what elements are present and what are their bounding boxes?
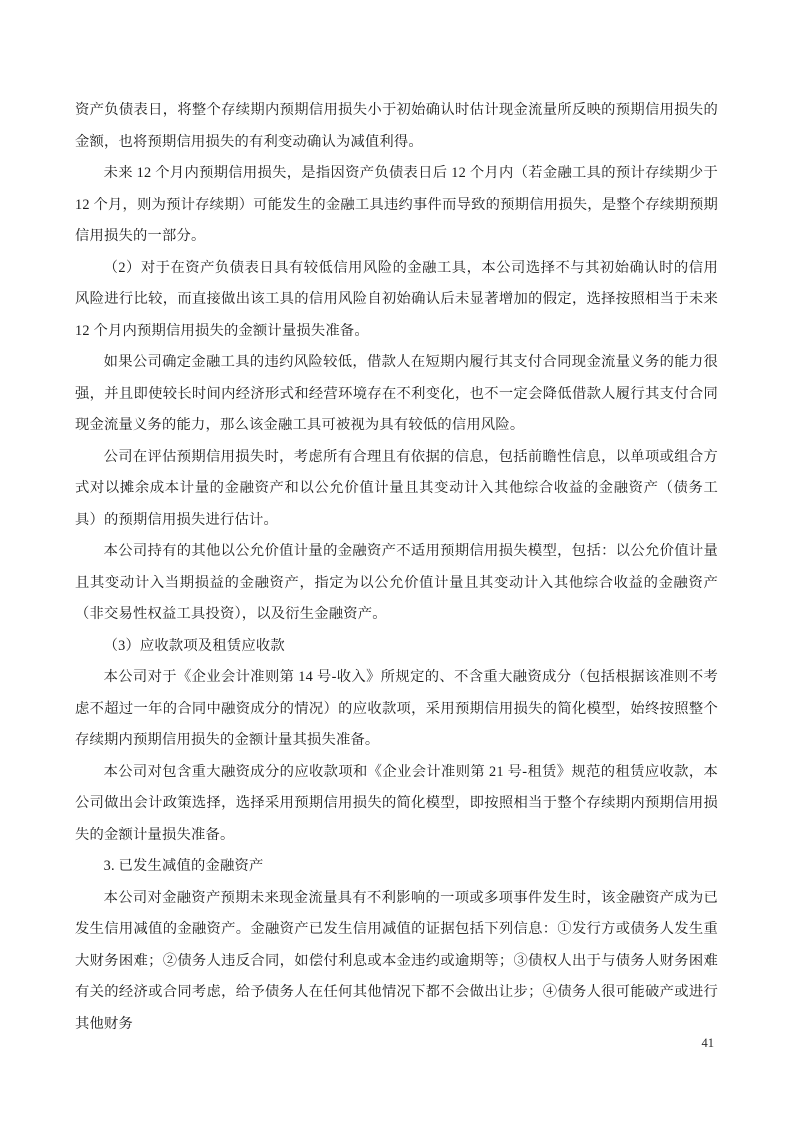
paragraph: 如果公司确定金融工具的违约风险较低，借款人在短期内履行其支付合同现金流量义务的能力很强，并且即使较长时间内经济形式和经营环境存在不利变化，也不一定会降低借款人履行其支付合同现金流量义务的能力，那么该金融工具可被视为具有较低的信用风险。	[75, 354, 718, 433]
section-heading-impaired-assets: 3. 已发生减值的金融资产	[103, 858, 264, 874]
paragraph: 本公司持有的其他以公允价值计量的金融资产不适用预期信用损失模型，包括：以公允价值计量且其变动计入当期损益的金融资产，指定为以公允价值计量且其变动计入其他综合收益的金融资产（非交易性权益工具投资），以及衍生金融资产。	[75, 543, 718, 622]
paragraph: 公司在评估预期信用损失时，考虑所有合理且有依据的信息，包括前瞻性信息，以单项或组合方式对以摊余成本计量的金融资产和以公允价值计量且其变动计入其他综合收益的金融资产（债务工具）的预期信用损失进行估计。	[75, 448, 718, 528]
document-body-text	[75, 95, 718, 1040]
paragraph-item-2: （2）对于在资产负债表日具有较低信用风险的金融工具，本公司选择不与其初始确认时的信用风险进行比较，而直接做出该工具的信用风险自初始确认后未显著增加的假定，选择按照相当于未来 12 个月内预期信用损失的金额计量损失准备。	[75, 259, 718, 339]
page-number: 41	[701, 1036, 714, 1050]
paragraph-continuation: 资产负债表日，将整个存续期内预期信用损失小于初始确认时估计现金流量所反映的预期信用损失的金额，也将预期信用损失的有利变动确认为减值利得。	[75, 102, 718, 150]
paragraph: 本公司对包含重大融资成分的应收款项和《企业会计准则第 21 号-租赁》规范的租赁应收款，本公司做出会计政策选择，选择采用预期信用损失的简化模型，即按照相当于整个存续期内预期信用损失的金额计量损失准备。	[75, 763, 718, 843]
section-heading-receivables: （3）应收款项及租赁应收款	[103, 637, 285, 654]
paragraph: 本公司对于《企业会计准则第 14 号-收入》所规定的、不含重大融资成分（包括根据该准则不考虑不超过一年的合同中融资成分的情况）的应收款项，采用预期信用损失的简化模型，始终按照整个存续期内预期信用损失的金额计量其损失准备。	[75, 669, 718, 748]
paragraph: 未来 12 个月内预期信用损失，是指因资产负债表日后 12 个月内（若金融工具的预计存续期少于 12 个月，则为预计存续期）可能发生的金融工具违约事件而导致的预期信用损失，是整个存续期预期信用损失的一部分。	[75, 165, 718, 244]
paragraph: 本公司对金融资产预期未来现金流量具有不利影响的一项或多项事件发生时，该金融资产成为已发生信用减值的金融资产。金融资产已发生信用减值的证据包括下列信息：①发行方或债务人发生重大财务困难；②债务人违反合同，如偿付利息或本金违约或逾期等；③债权人出于与债务人财务困难有关的经济或合同考虑，给予债务人在任何其他情况下都不会做出让步；④债务人很可能破产或进行其他财务	[75, 889, 718, 1032]
